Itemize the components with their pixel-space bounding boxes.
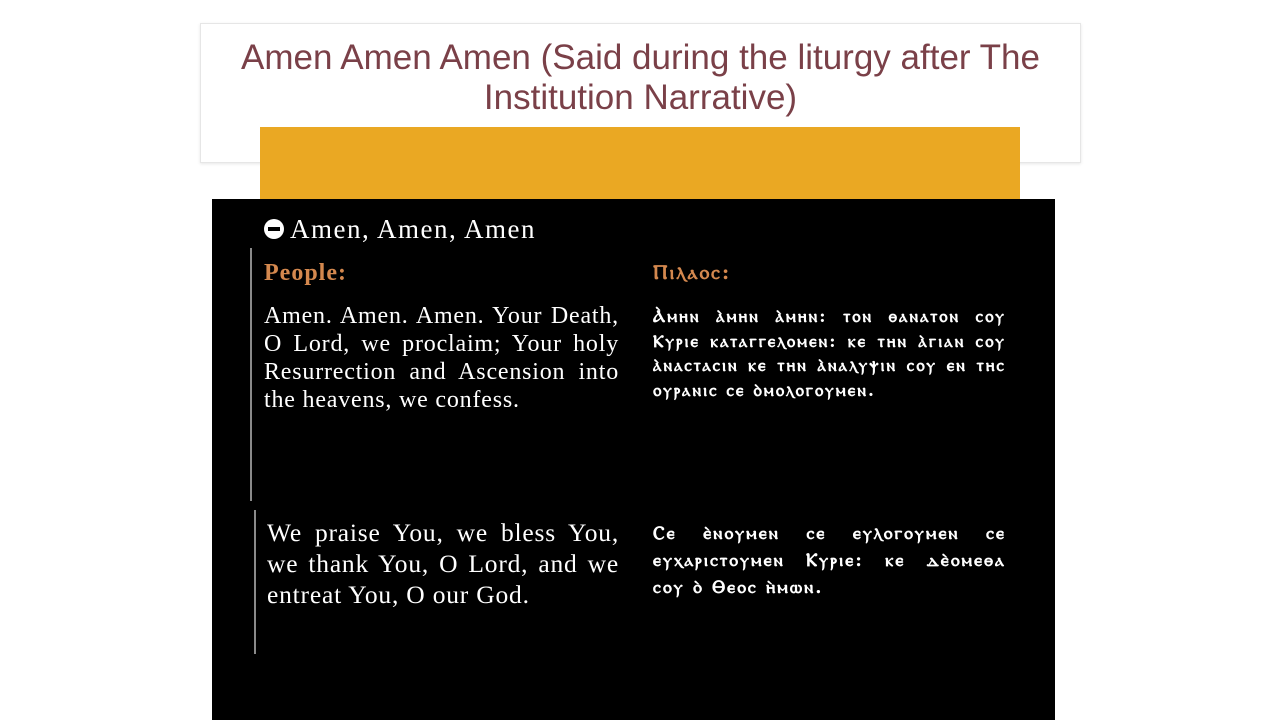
people-label-coptic: Ⲡⲓⲗⲁⲟⲥ: — [653, 260, 732, 284]
verse-1-coptic: Ⲁ̀ⲙⲏⲛ ⲁ̀ⲙⲏⲛ ⲁ̀ⲙⲏⲛ: ⲧⲟⲛ ⲑⲁⲛⲁⲧⲟⲛ ⲥⲟⲩ Ⲕⲩⲣⲓⲉ ⲕⲁⲧⲁⲅⲅⲉⲗⲟⲙⲉⲛ: ⲕⲉ ⲧⲏⲛ ⲁ̀ⲅⲓⲁⲛ ⲥⲟⲩ ⲁ̀ⲛⲁⲥⲧⲁⲥⲓⲛ ⲕⲉ ⲧⲏⲛ ⲁ̀ⲛⲁⲗⲩⲯⲓⲛ ⲥⲟⲩ ⲉⲛ ⲧⲏⲥ ⲟⲩⲣⲁⲛⲓⲥ ⲥⲉ ⲟ̀ⲙⲟⲗⲟⲅⲟⲩⲙⲉⲛ. — [653, 307, 1006, 401]
verse-2-coptic: Ⲥⲉ ⲉ̀ⲛⲟⲩⲙⲉⲛ ⲥⲉ ⲉⲩⲗⲟⲅⲟⲩⲙⲉⲛ ⲥⲉ ⲉⲩⲭⲁⲣⲓⲥⲧⲟⲩⲙⲉⲛ Ⲕⲩⲣⲓⲉ: ⲕⲉ ⲇⲉ̀ⲟⲙⲉⲑⲁ ⲥⲟⲩ ⲟ̀ Ⲑⲉⲟⲥ ⲏ̀ⲙⲱⲛ. — [653, 523, 1006, 598]
verse-1-english: Amen. Amen. Amen. Your Death, O Lord, we proclaim; Your holy Resurrection and Ascension into the heavens, we confess. — [264, 303, 619, 413]
section-heading-text: Amen, Amen, Amen — [290, 213, 536, 244]
verse-2-english: We praise You, we bless You, we thank You, O Lord, and we entreat You, O our God. — [267, 518, 619, 609]
people-label-english: People: — [264, 260, 347, 286]
minus-circle-icon — [264, 219, 284, 239]
gold-accent-bar — [260, 127, 1020, 199]
section-heading — [264, 212, 536, 246]
verse-divider-1 — [250, 248, 252, 501]
verse-divider-2 — [254, 510, 256, 654]
slide-title: Amen Amen Amen (Said during the liturgy after The Institution Narrative) — [241, 38, 1040, 117]
